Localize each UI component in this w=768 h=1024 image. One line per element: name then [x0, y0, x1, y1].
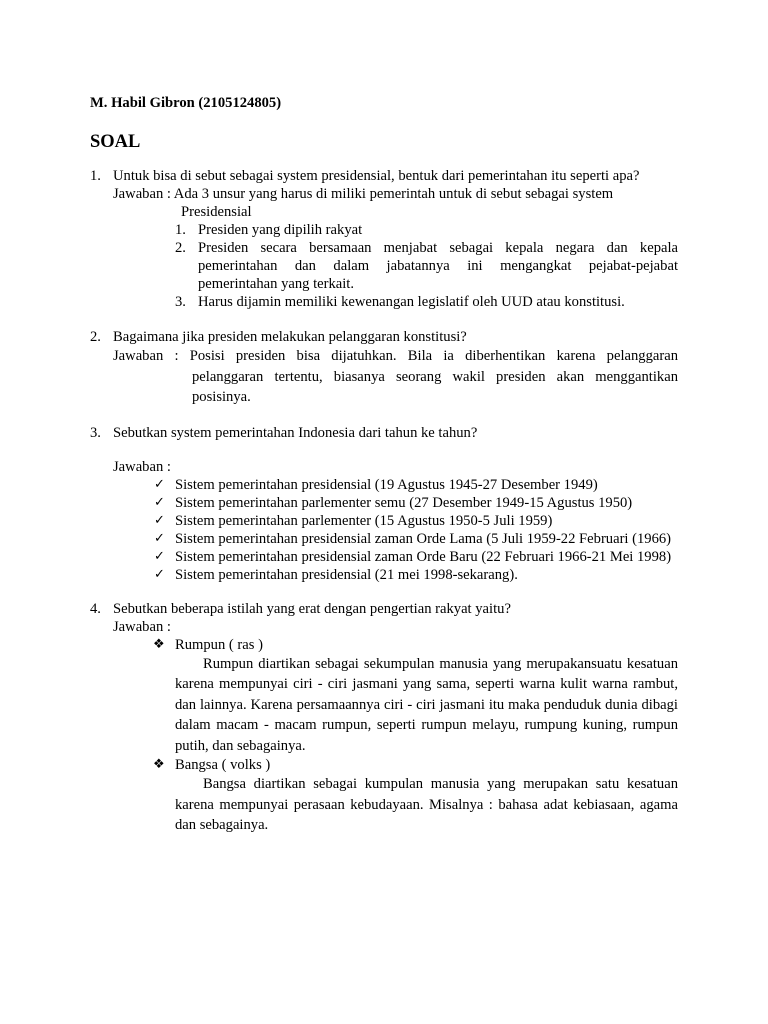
diamond-bullet-icon: ❖ [153, 757, 165, 772]
answer-list [175, 221, 678, 311]
question-3 [90, 424, 678, 584]
term-item [152, 636, 678, 654]
question-number: 4. [90, 600, 101, 617]
question-text: Sebutkan system pemerintahan Indonesia dari tahun ke tahun? [113, 424, 478, 441]
list-item [175, 239, 678, 293]
list-item-text: Presiden yang dipilih rakyat [198, 222, 363, 238]
term-item [152, 756, 678, 774]
question-number: 2. [90, 329, 101, 345]
answer-label: Jawaban : [113, 458, 171, 475]
list-item [175, 221, 678, 239]
term-title: Rumpun ( ras ) [175, 636, 263, 653]
term-title: Bangsa ( volks ) [175, 757, 271, 773]
list-item-text: Sistem pemerintahan parlementer (15 Agustus 1950-5 Juli 1959) [175, 512, 553, 529]
check-icon: ✓ [154, 566, 165, 582]
author-name: M. Habil Gibron (2105124805) [90, 95, 282, 111]
list-item-text: Sistem pemerintahan parlementer semu (27 Desember 1949-15 Agustus 1950) [175, 494, 633, 511]
list-item-number: 2. [175, 240, 186, 256]
list-item [152, 548, 678, 566]
list-item-number: 1. [175, 222, 186, 238]
list-item-text: Sistem pemerintahan presidensial zaman Orde Lama (5 Juli 1959-22 Februari (1966) [175, 530, 672, 547]
question-number: 1. [90, 168, 101, 184]
check-icon: ✓ [154, 512, 165, 528]
check-icon: ✓ [154, 494, 165, 510]
list-item-text: Sistem pemerintahan presidensial zaman Orde Baru (22 Februari 1966-21 Mei 1998) [175, 548, 672, 565]
list-item-number: 3. [175, 294, 186, 310]
question-4 [90, 600, 678, 836]
question-text: Untuk bisa di sebut sebagai system presidensial, bentuk dari pemerintahan itu seperti apa? [113, 168, 640, 184]
term-description: Rumpun diartikan sebagai sekumpulan manusia yang merupakansuatu kesatuan karena mempunyai ciri - ciri jasmani yang sama, seperti warna kulit warna rambut, dan lainnya. Karena persamaannya ciri - ciri jasmani itu maka penduduk dunia dibagi dalam macam - macam rumpun, seperti rumpun melayu, rumpung kuning, rumpun putih, dan sebagainya. [175, 655, 678, 754]
list-item [152, 476, 678, 494]
question-2 [90, 328, 678, 408]
question-text: Sebutkan beberapa istilah yang erat dengan pengertian rakyat yaitu? [113, 600, 511, 617]
answer-text: Jawaban : Posisi presiden bisa dijatuhkan. Bila ia diberhentikan karena pelanggaran [113, 348, 678, 364]
page-title: SOAL [90, 132, 141, 152]
answer-text-cont: pelanggaran tertentu, biasanya seorang wakil presiden akan menggantikan posisinya. [192, 368, 678, 405]
answer-label: Jawaban : [113, 618, 171, 635]
question-text: Bagaimana jika presiden melakukan pelanggaran konstitusi? [113, 329, 467, 345]
list-item-text: Presiden secara bersamaan menjabat sebagai kepala negara dan kepala pemerintahan dan dalam jabatannya ini mengangkat pejabat-pejabat pemerintahan yang terkait. [198, 240, 678, 292]
list-item [152, 512, 678, 530]
answer-intro: Jawaban : Ada 3 unsur yang harus di miliki pemerintah untuk di sebut sebagai system [113, 186, 614, 202]
list-item-text: Harus dijamin memiliki kewenangan legislatif oleh UUD atau konstitusi. [198, 294, 625, 310]
check-icon: ✓ [154, 548, 165, 564]
list-item-text: Sistem pemerintahan presidensial (21 mei 1998-sekarang). [175, 566, 518, 583]
list-item [152, 566, 678, 584]
term-description: Bangsa diartikan sebagai kumpulan manusia yang merupakan satu kesatuan karena mempunyai perasaan kebudayaan. Misalnya : bahasa adat kebiasaan, agama dan sebagainya. [175, 776, 678, 833]
list-item [175, 293, 678, 311]
question-number: 3. [90, 424, 101, 441]
check-icon: ✓ [154, 476, 165, 492]
question-1 [90, 167, 678, 311]
answer-intro-cont: Presidensial [181, 204, 252, 220]
list-item [152, 494, 678, 512]
list-item-text: Sistem pemerintahan presidensial (19 Agustus 1945-27 Desember 1949) [175, 476, 598, 493]
list-item [152, 530, 678, 548]
document-page [90, 93, 678, 836]
check-icon: ✓ [154, 530, 165, 546]
answer-checklist [152, 476, 678, 584]
diamond-bullet-icon: ❖ [153, 636, 165, 652]
